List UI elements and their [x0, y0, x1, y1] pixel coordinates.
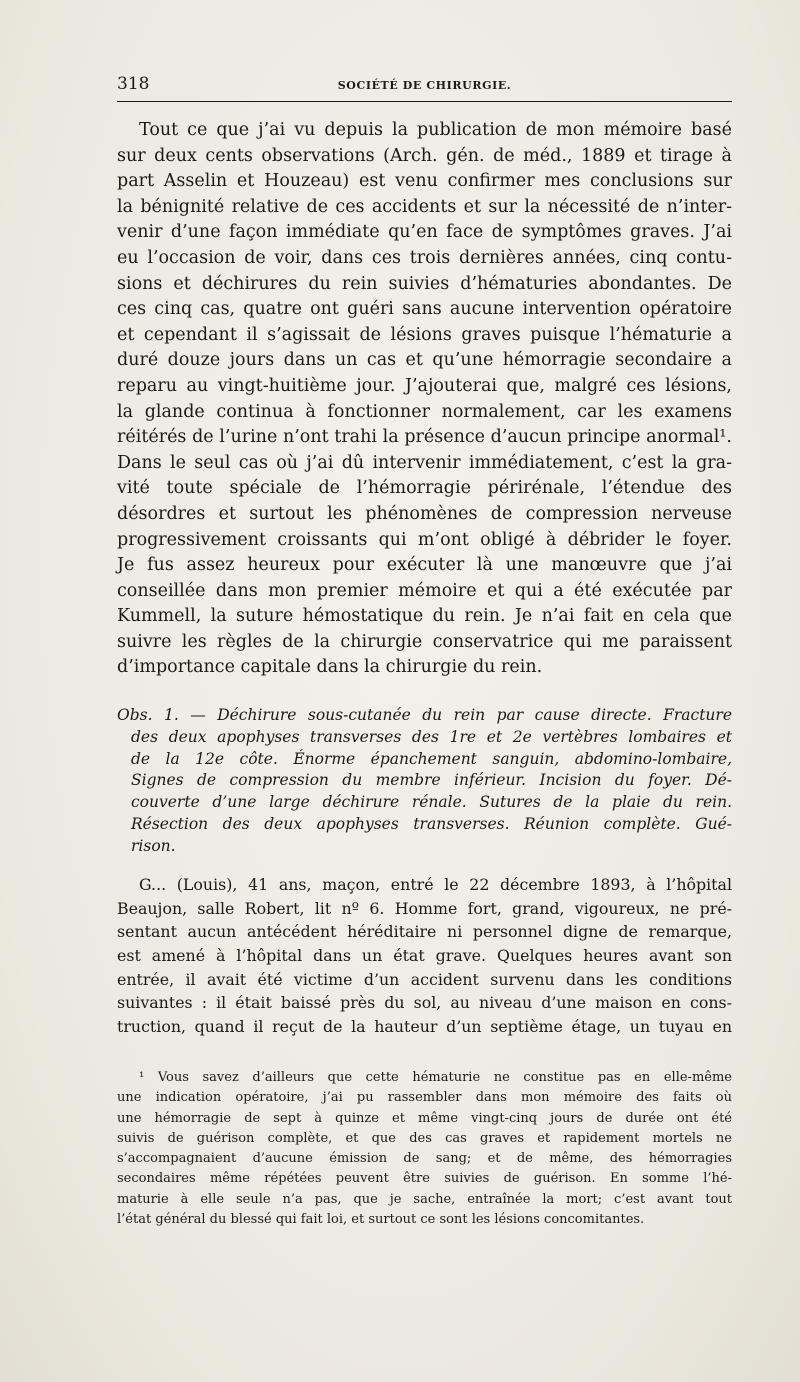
footnote-line: une hémorragie de sept à quinze et même vingt-cinq jours de durée ont été [117, 1110, 732, 1126]
footnote-line: s’accompagnaient d’aucune émission de sang; et de même, des hémorragies [117, 1151, 732, 1167]
text-line: sur deux cents observations (Arch. gén. de méd., 1889 et tirage à [117, 145, 732, 166]
text-line: sions et déchirures du rein suivies d’hématuries abondantes. De [117, 273, 732, 294]
text-line: des deux apophyses transverses des 1re et 2e vertèbres lombaires et [131, 727, 732, 746]
text-line: suivantes : il était baissé près du sol, au niveau d’une maison en cons- [117, 993, 732, 1013]
main-paragraph [117, 118, 732, 681]
text-line: la glande continua à fonctionner normalement, car les examens [117, 401, 732, 422]
running-title: SOCIÉTÉ DE CHIRURGIE. [337, 79, 512, 92]
text-line: entrée, il avait été victime d’un accident survenu dans les conditions [117, 969, 732, 989]
text-line: part Asselin et Houzeau) est venu confirmer mes conclusions sur [117, 171, 732, 192]
text-line: eu l’occasion de voir, dans ces trois dernières années, cinq contu- [117, 247, 732, 268]
text-line: d’importance capitale dans la chirurgie du rein. [117, 657, 543, 678]
text-line: Signes de compression du membre inférieur. Incision du foyer. Dé- [131, 771, 732, 790]
text-line: Beaujon, salle Robert, lit nº 6. Homme fort, grand, vigoureux, ne pré- [117, 898, 732, 918]
text-line: réitérés de l’urine n’ont trahi la présence d’aucun principe anormal¹. [117, 427, 732, 448]
text-line: venir d’une façon immédiate qu’en face de symptômes graves. J’ai [117, 222, 732, 243]
text-line: vité toute spéciale de l’hémorragie périrénale, l’étendue des [117, 478, 732, 499]
page-number: 318 [117, 74, 150, 94]
page-header [117, 74, 732, 100]
footnote-line: une indication opératoire, j’ai pu rassembler dans mon mémoire des faits où [117, 1090, 732, 1106]
text-line: sentant aucun antécédent héréditaire ni personnel digne de remarque, [117, 922, 732, 942]
text-line: de la 12e côte. Énorme épanchement sanguin, abdomino-lombaire, [131, 749, 732, 768]
case-paragraph [117, 873, 732, 1039]
text-line: couverte d’une large déchirure rénale. Sutures de la plaie du rein. [131, 793, 732, 812]
text-line: truction, quand il reçut de la hauteur d’un septième étage, un tuyau en [117, 1017, 732, 1037]
footnote-line: l’état général du blessé qui fait loi, et surtout ce sont les lésions concomitantes. [117, 1212, 645, 1228]
footnote [117, 1068, 732, 1230]
footnote-line: maturie à elle seule n’a pas, que je sache, entraînée la mort; c’est avant tout [117, 1191, 732, 1207]
text-line: la bénignité relative de ces accidents et sur la nécessité de n’inter- [117, 196, 732, 217]
footnote-line: ¹ Vous savez d’ailleurs que cette hématurie ne constitue pas en elle-même [139, 1070, 732, 1085]
footnote-line: secondaires même répétées peuvent être suivies de guérison. En somme l’hé- [117, 1171, 732, 1187]
text-line: suivre les règles de la chirurgie conservatrice qui me paraissent [117, 631, 732, 652]
text-line: reparu au vingt-huitième jour. J’ajouterai que, malgré ces lésions, [117, 375, 732, 396]
text-line: Dans le seul cas où j’ai dû intervenir immédiatement, c’est la gra- [117, 452, 732, 473]
text-line: progressivement croissants qui m’ont obligé à débrider le foyer. [117, 529, 732, 550]
text-line: désordres et surtout les phénomènes de compression nerveuse [117, 503, 732, 524]
text-line: et cependant il s’agissait de lésions graves puisque l’hématurie a [117, 324, 732, 345]
text-line: Résection des deux apophyses transverses. Réunion complète. Gué- [131, 814, 732, 833]
text-line: est amené à l’hôpital dans un état grave. Quelques heures avant son [117, 946, 732, 966]
text-line: Obs. 1. — Déchirure sous-cutanée du rein par cause directe. Fracture [117, 706, 732, 724]
text-line: Kummell, la suture hémostatique du rein. Je n’ai fait en cela que [117, 606, 732, 627]
header-rule [117, 101, 732, 102]
text-line: rison. [131, 836, 176, 855]
text-line: Tout ce que j’ai vu depuis la publication de mon mémoire basé [139, 120, 732, 140]
text-line: duré douze jours dans un cas et qu’une hémorragie secondaire a [117, 350, 732, 371]
footnote-line: suivis de guérison complète, et que des cas graves et rapidement mortels ne [117, 1130, 732, 1146]
text-line: conseillée dans mon premier mémoire et qui a été exécutée par [117, 580, 732, 601]
text-line: Je fus assez heureux pour exécuter là une manœuvre que j’ai [117, 555, 732, 576]
text-line: ces cinq cas, quatre ont guéri sans aucune intervention opératoire [117, 299, 732, 320]
text-line: G... (Louis), 41 ans, maçon, entré le 22 décembre 1893, à l’hôpital [139, 875, 732, 894]
observation-title [117, 705, 732, 858]
